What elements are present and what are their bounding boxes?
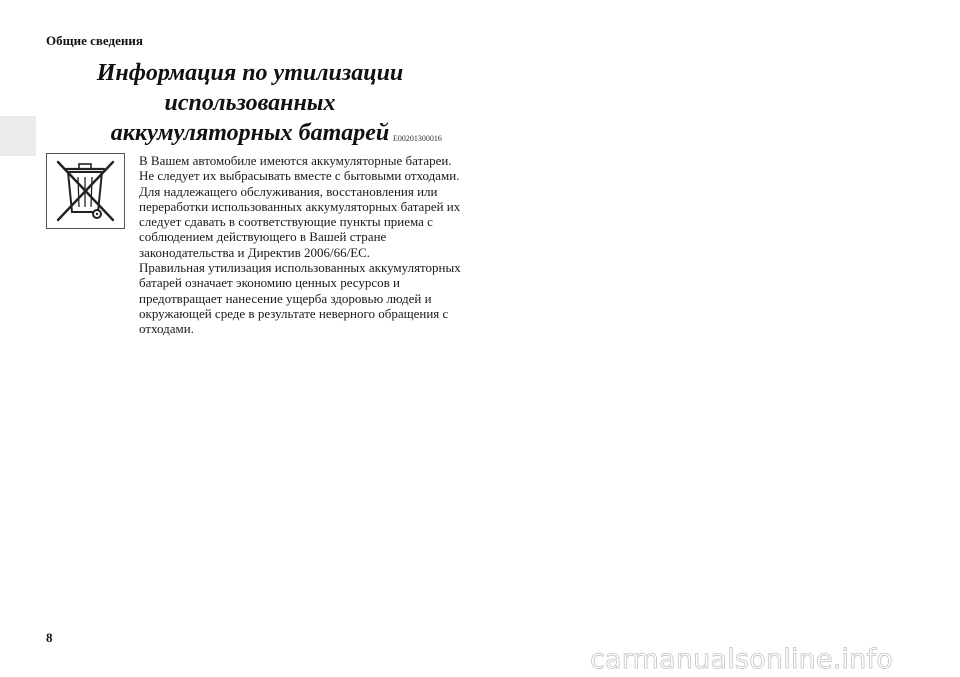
crossed-out-wheelie-bin-icon bbox=[46, 153, 125, 229]
paragraph: Правильная утилизация использованных аккумуляторных батарей означает экономию ценных ресурсов и предотвращает нанесение ущерба здоровью людей и окружающей среде в результате неверного обращения с отходами. bbox=[139, 260, 461, 337]
title-line-3: аккумуляторных батарей bbox=[110, 120, 390, 146]
watermark: carmanualsonline.info bbox=[590, 644, 893, 675]
page-number: 8 bbox=[46, 630, 53, 645]
paragraph: Не следует их выбрасывать вместе с бытовыми отходами. bbox=[139, 168, 460, 184]
paragraph: Для надлежащего обслуживания, восстановления или переработки использованных аккумуляторных батарей их следует сдавать в соответствующие пункты приема с соблюдением действующего в Вашей стране законодательства и Директив 2006/66/EC. bbox=[139, 183, 461, 260]
title-line-2: использованных bbox=[164, 90, 336, 116]
title-line-1: Информация по утилизации bbox=[96, 60, 404, 86]
page-title bbox=[80, 58, 420, 148]
section-header: Общие сведения bbox=[46, 33, 143, 48]
paragraph: В Вашем автомобиле имеются аккумуляторные батареи. bbox=[139, 153, 452, 168]
body-text bbox=[139, 153, 469, 337]
side-tab-marker bbox=[0, 116, 36, 156]
section-code: E00201300016 bbox=[393, 134, 442, 143]
